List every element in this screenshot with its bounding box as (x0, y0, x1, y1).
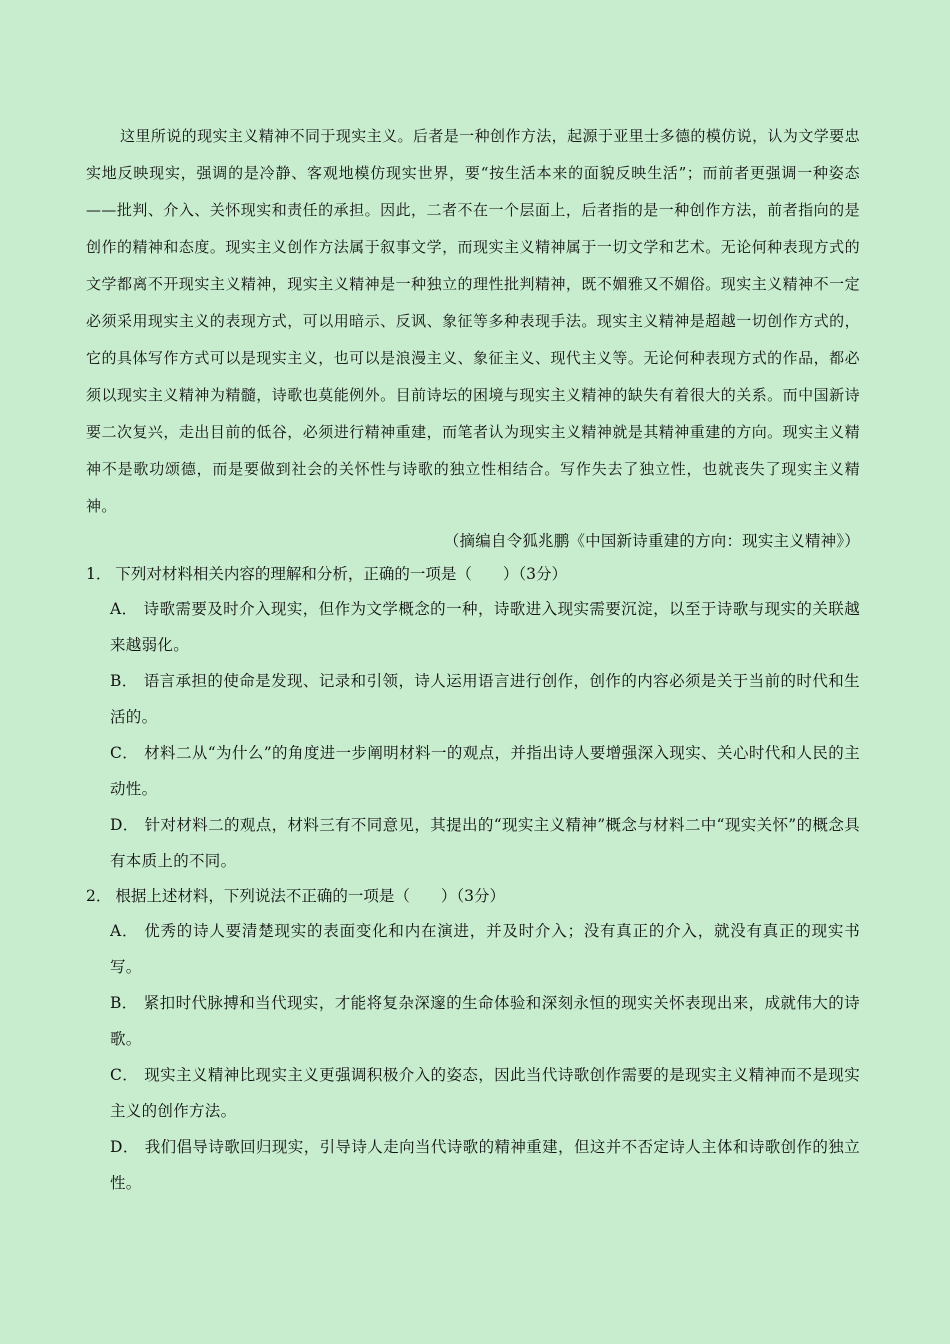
option-letter: B． (110, 672, 138, 690)
option-c (110, 735, 860, 807)
option-d (110, 807, 860, 879)
option-text: 语言承担的使命是发现、记录和引领，诗人运用语言进行创作，创作的内容必须是关于当前的时代和生活的。 (110, 672, 860, 726)
option-d (110, 1129, 860, 1201)
question-1 (86, 557, 860, 879)
option-letter: A． (110, 600, 138, 618)
question-number: 2． (86, 887, 112, 905)
question-number: 1． (86, 565, 112, 583)
option-letter: B． (110, 994, 138, 1012)
option-letter: C． (110, 744, 139, 762)
question-2 (86, 879, 860, 1201)
question-stem (86, 557, 860, 591)
question-text: 根据上述材料，下列说法不正确的一项是（ ）（3分） (115, 887, 505, 905)
option-letter: A． (110, 922, 139, 940)
option-a (110, 913, 860, 985)
option-letter: D． (110, 1138, 139, 1156)
option-letter: D． (110, 816, 139, 834)
option-text: 现实主义精神比现实主义更强调积极介入的姿态，因此当代诗歌创作需要的是现实主义精神而不是现实主义的创作方法。 (110, 1066, 860, 1120)
option-text: 紧扣时代脉搏和当代现实，才能将复杂深邃的生命体验和深刻永恒的现实关怀表现出来，成就伟大的诗歌。 (110, 994, 860, 1048)
option-c (110, 1057, 860, 1129)
question-stem (86, 879, 860, 913)
passage-source: （摘编自令狐兆鹏《中国新诗重建的方向：现实主义精神》） (443, 532, 860, 550)
option-text: 我们倡导诗歌回归现实，引导诗人走向当代诗歌的精神重建，但这并不否定诗人主体和诗歌创作的独立性。 (110, 1138, 860, 1192)
option-a (110, 591, 860, 663)
option-text: 优秀的诗人要清楚现实的表面变化和内在演进，并及时介入；没有真正的介入，就没有真正的现实书写。 (110, 922, 860, 976)
document-page (86, 118, 860, 1201)
option-text: 材料二从“为什么”的角度进一步阐明材料一的观点，并指出诗人要增强深入现实、关心时代和人民的主动性。 (110, 744, 860, 798)
question-text: 下列对材料相关内容的理解和分析，正确的一项是（ ）（3分） (115, 565, 567, 583)
option-b (110, 985, 860, 1057)
option-b (110, 663, 860, 735)
option-letter: C． (110, 1066, 139, 1084)
option-text: 针对材料二的观点，材料三有不同意见，其提出的“现实主义精神”概念与材料二中“现实关怀”的概念具有本质上的不同。 (110, 816, 860, 870)
passage-text: 这里所说的现实主义精神不同于现实主义。后者是一种创作方法，起源于亚里士多德的模仿说，认为文学要忠实地反映现实，强调的是冷静、客观地模仿现实世界，要“按生活本来的面貌反映生活”；而前者更强调一种姿态——批判、介入、关怀现实和责任的承担。因此，二者不在一个层面上，后者指的是一种创作方法，前者指向的是创作的精神和态度。现实主义创作方法属于叙事文学，而现实主义精神属于一切文学和艺术。无论何种表现方式的文学都离不开现实主义精神，现实主义精神是一种独立的理性批判精神，既不媚雅又不媚俗。现实主义精神不一定必须采用现实主义的表现方式，可以用暗示、反讽、象征等多种表现手法。现实主义精神是超越一切创作方式的，它的具体写作方式可以是现实主义，也可以是浪漫主义、象征主义、现代主义等。无论何种表现方式的作品，都必须以现实主义精神为精髓，诗歌也莫能例外。目前诗坛的困境与现实主义精神的缺失有着很大的关系。而中国新诗要二次复兴，走出目前的低谷，必须进行精神重建，而笔者认为现实主义精神就是其精神重建的方向。现实主义精神不是歌功颂德，而是要做到社会的关怀性与诗歌的独立性相结合。写作失去了独立性，也就丧失了现实主义精神。 (86, 127, 860, 515)
option-text: 诗歌需要及时介入现实，但作为文学概念的一种，诗歌进入现实需要沉淀，以至于诗歌与现实的关联越来越弱化。 (110, 600, 860, 654)
